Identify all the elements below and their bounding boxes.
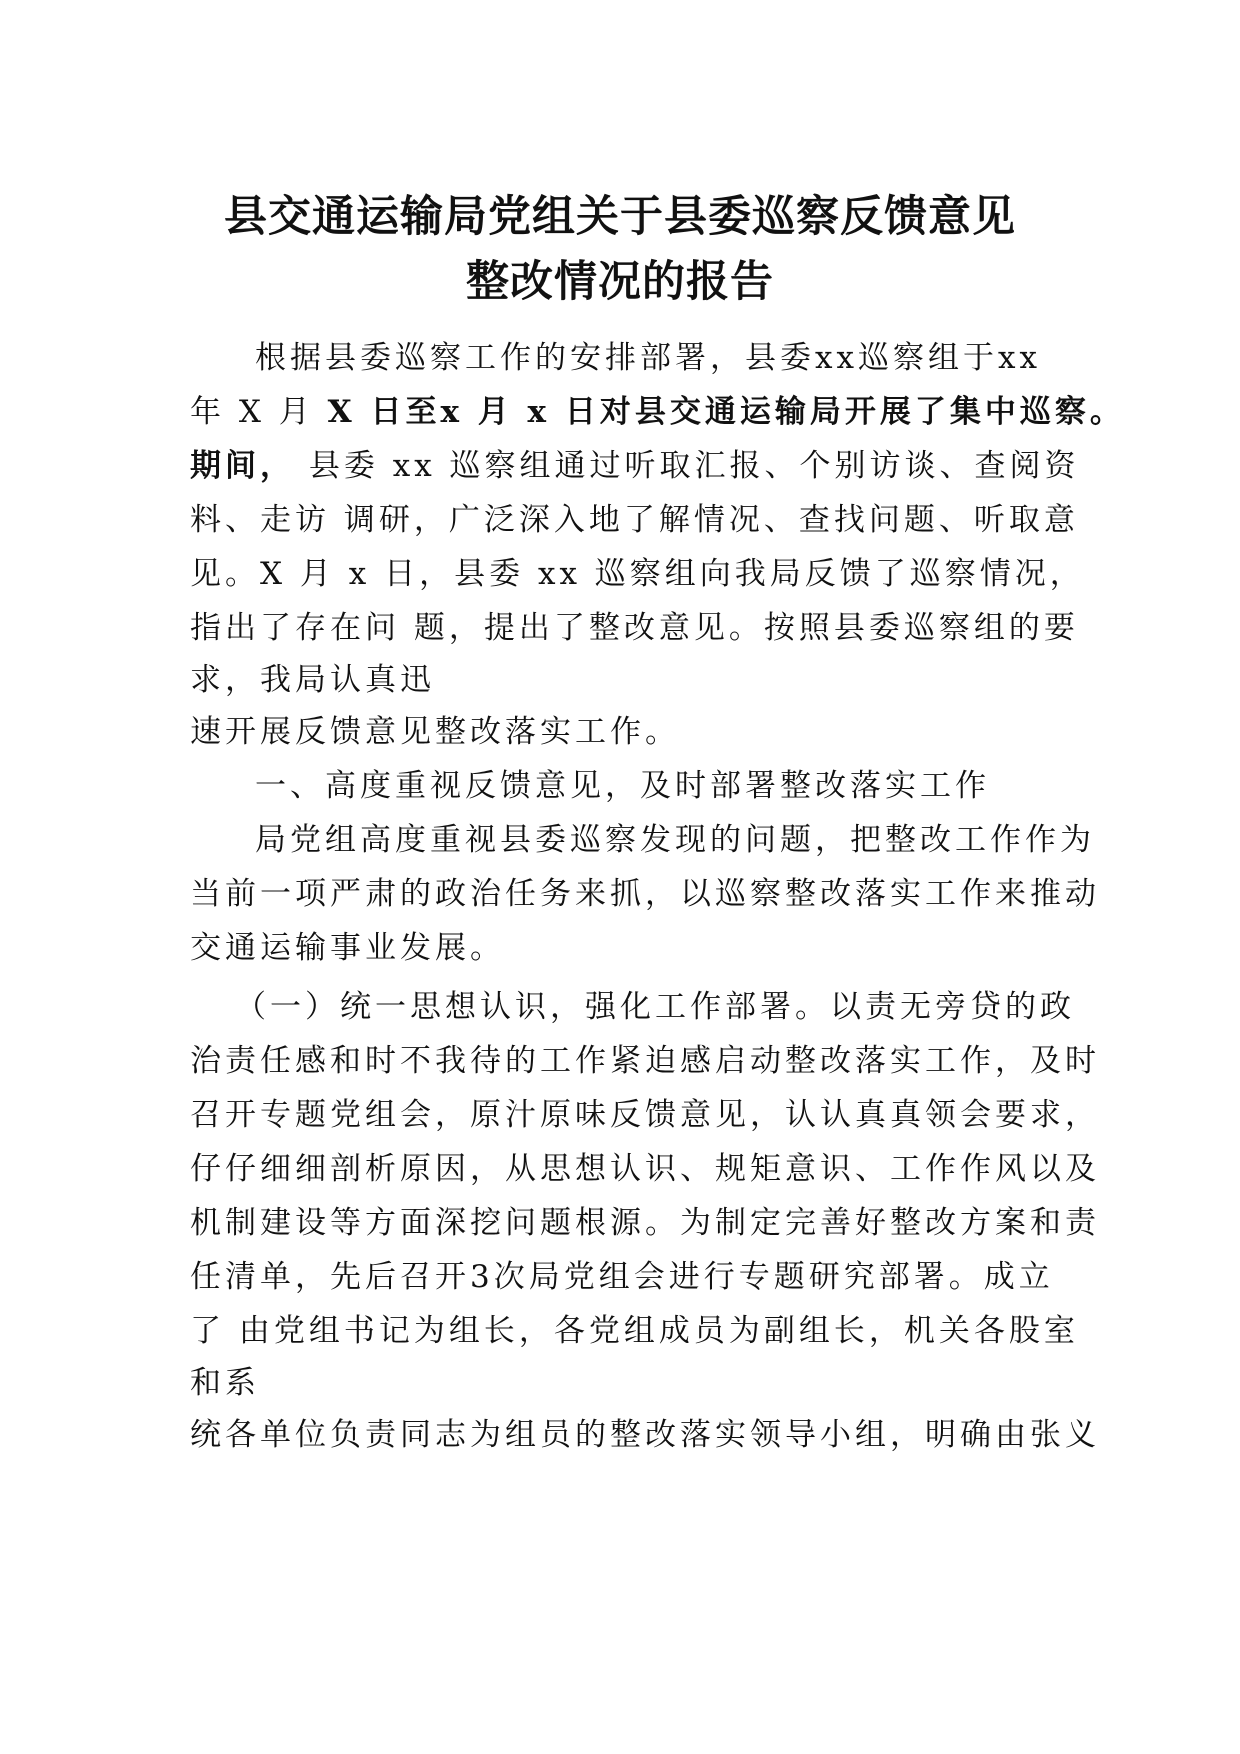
intro-line-5: 见。X 月 x 日，县委 xx 巡察组向我局反馈了巡察情况， bbox=[190, 556, 1085, 592]
intro-line-2-bold: X 日至x 月 x 日对县交通运输局开展了集中巡察。 bbox=[327, 394, 1125, 430]
intro-line-3-regular: 县委 xx 巡察组通过听取汇报、个别访谈、查阅资 bbox=[295, 448, 1080, 484]
section-1-para-2-line-7: 了 由党组书记为组长，各党组成员为副组长，机关各股室 bbox=[190, 1313, 1079, 1349]
section-1-para-1-line-3: 交通运输事业发展。 bbox=[190, 930, 505, 966]
section-1-para-2-line-6: 任清单，先后召开3次局党组会进行专题研究部署。成立 bbox=[190, 1259, 1054, 1295]
intro-line-4: 料、走访 调研，广泛深入地了解情况、查找问题、听取意 bbox=[190, 502, 1079, 538]
section-1-para-2-line-3: 召开专题党组会，原汁原味反馈意见，认认真真领会要求， bbox=[190, 1097, 1100, 1133]
intro-line-1: 根据县委巡察工作的安排部署，县委xx巡察组于xx bbox=[255, 340, 1041, 376]
document-title-line-1: 县交通运输局党组关于县委巡察反馈意见 bbox=[224, 192, 1016, 242]
section-1-para-2-line-5: 机制建设等方面深挖问题根源。为制定完善好整改方案和责 bbox=[190, 1205, 1100, 1241]
section-1-para-1-line-2: 当前一项严肃的政治任务来抓，以巡察整改落实工作来推动 bbox=[190, 876, 1100, 912]
intro-line-2 bbox=[190, 392, 1125, 432]
intro-line-3 bbox=[190, 446, 1080, 486]
document-title-line-2: 整改情况的报告 bbox=[466, 257, 774, 307]
section-1-para-2-line-8: 和系 bbox=[190, 1365, 260, 1401]
intro-line-7: 求，我局认真迅 bbox=[190, 662, 435, 698]
section-1-para-2-line-4: 仔仔细细剖析原因，从思想认识、规矩意识、工作作风以及 bbox=[190, 1151, 1100, 1187]
section-1-para-2-line-9: 统各单位负责同志为组员的整改落实领导小组，明确由张义 bbox=[190, 1417, 1100, 1453]
section-1-para-2-line-1: （一）统一思想认识，强化工作部署。以责无旁贷的政 bbox=[235, 989, 1075, 1025]
intro-line-6: 指出了存在问 题，提出了整改意见。按照县委巡察组的要 bbox=[190, 610, 1079, 646]
section-1-para-2-line-2: 治责任感和时不我待的工作紧迫感启动整改落实工作，及时 bbox=[190, 1043, 1100, 1079]
section-1-heading: 一、高度重视反馈意见，及时部署整改落实工作 bbox=[255, 768, 990, 804]
intro-line-8: 速开展反馈意见整改落实工作。 bbox=[190, 714, 680, 750]
intro-line-3-bold: 期间， bbox=[190, 448, 295, 484]
intro-line-2-regular: 年 X 月 bbox=[190, 394, 328, 430]
section-1-para-1-line-1: 局党组高度重视县委巡察发现的问题，把整改工作作为 bbox=[255, 822, 1095, 858]
